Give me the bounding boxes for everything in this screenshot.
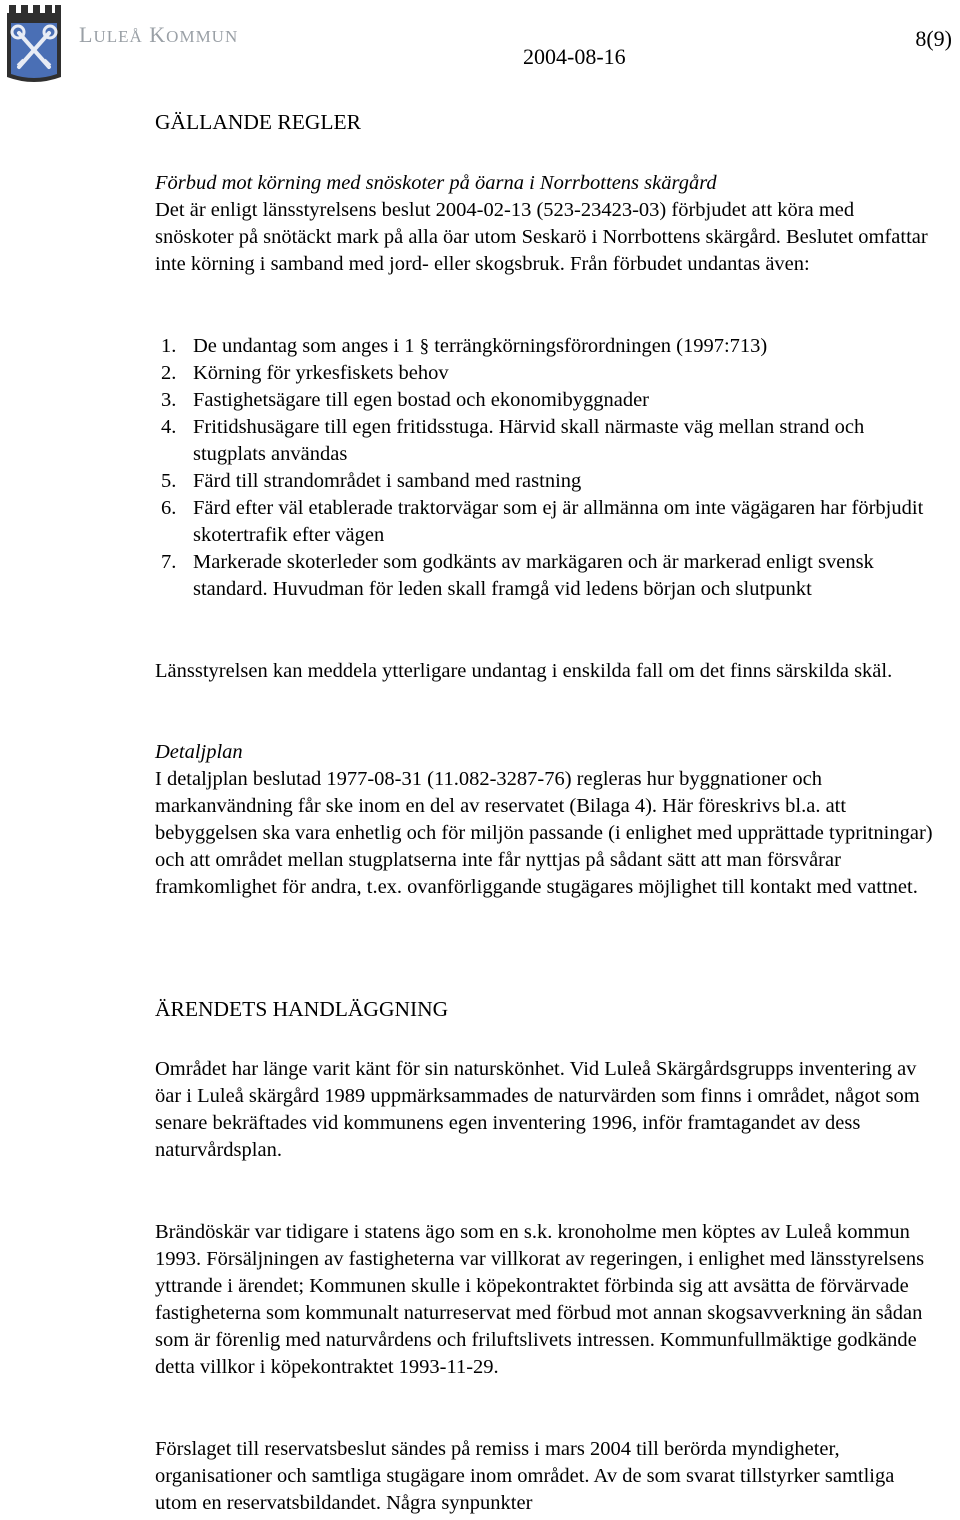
- arendets-paragraph-2: Brändöskär var tidigare i statens ägo som en s.k. kronoholme men köptes av Luleå kommun 1993. Försäljningen av fastigheterna var villkorat av regeringen, i enlighet med länsstyrelsens yttrande i ärendet; Kommunen skulle i köpekontraktet förbinda sig att avsätta de förvärvade fastigheterna som kommunalt naturreservat med förbud mot annan skogsavverkning än sådan som är förenlig med naturvårdens och friluftslivets intressen. Kommunfullmäktige godkände detta villkor i köpekontraktet 1993-11-29.: [155, 1221, 925, 1378]
- list-item: 4. Fritidshusägare till egen fritidsstuga. Härvid skall närmaste väg mellan strand och stugplats användas: [161, 416, 865, 465]
- forbud-section: [155, 170, 935, 278]
- arendets-paragraph-1: Området har länge varit känt för sin naturskönhet. Vid Luleå Skärgårdsgrupps inventering av öar i Luleå skärgård 1989 uppmärksammades de naturvärden som finns i området, något som senare bekräftades vid kommunens egen inventering 1996, inför framtagandet av dess naturvårdsplan.: [155, 1058, 920, 1161]
- section-title-gallande-regler: GÄLLANDE REGLER: [155, 110, 362, 134]
- municipal-crest-logo: [5, 3, 63, 87]
- detaljplan-subtitle: Detaljplan: [155, 741, 243, 763]
- exceptions-list: [155, 333, 935, 603]
- list-item: 1. De undantag som anges i 1 § terrängkörningsförordningen (1997:713): [161, 335, 768, 357]
- lansstyrelsen-paragraph: Länsstyrelsen kan meddela ytterligare undantag i enskilda fall om det finns särskilda skäl.: [155, 660, 893, 682]
- forbud-paragraph: Det är enligt länsstyrelsens beslut 2004-02-13 (523-23423-03) förbjudet att köra med snöskoter på snötäckt mark på alla öar utom Seskarö i Norrbottens skärgård. Beslutet omfattar inte körning i samband med jord- eller skogsbruk. Från förbudet undantas även:: [155, 199, 928, 275]
- crest-icon: [5, 3, 63, 87]
- list-item: 6. Färd efter väl etablerade traktorvägar som ej är allmänna om inte vägägaren har förbjudit skotertrafik efter vägen: [161, 497, 924, 546]
- page-number: 8(9): [915, 26, 952, 51]
- list-item: 2. Körning för yrkesfiskets behov: [161, 362, 449, 384]
- section-title-arendets-handlaggning: ÄRENDETS HANDLÄGGNING: [155, 997, 449, 1021]
- forbud-subtitle: Förbud mot körning med snöskoter på öarna i Norrbottens skärgård: [155, 172, 717, 194]
- list-item: 7. Markerade skoterleder som godkänts av markägaren och är markerad enligt svensk standard. Huvudman för leden skall framgå vid ledens början och slutpunkt: [161, 551, 874, 600]
- list-item: 5. Färd till strandområdet i samband med rastning: [161, 470, 582, 492]
- detaljplan-section: [155, 739, 935, 901]
- detaljplan-paragraph: I detaljplan beslutad 1977-08-31 (11.082-3287-76) regleras hur byggnationer och markanvändning får ske inom en del av reservatet (Bilaga 4). Här föreskrivs bl.a. att bebyggelsen ska vara enhetlig och för miljön passande (i enlighet med upprättade typritningar) och att området mellan stugplatserna inte får nyttjas på sådant sätt att man försvårar framkomlighet för andra, t.ex. ovanförliggande stugägares möjlighet till kontakt med vattnet.: [155, 768, 933, 898]
- organization-name: LULEÅ KOMMUN: [79, 22, 239, 47]
- arendets-paragraph-3: Förslaget till reservatsbeslut sändes på remiss i mars 2004 till berörda myndigheter, organisationer och samtliga stugägare inom området. Av de som svarat tillstyrker samtliga utom en reservatsbildandet. Några synpunkter: [155, 1438, 895, 1514]
- list-item: 3. Fastighetsägare till egen bostad och ekonomibyggnader: [161, 389, 650, 411]
- section-sign: §: [419, 336, 430, 357]
- document-date: 2004-08-16: [523, 44, 626, 69]
